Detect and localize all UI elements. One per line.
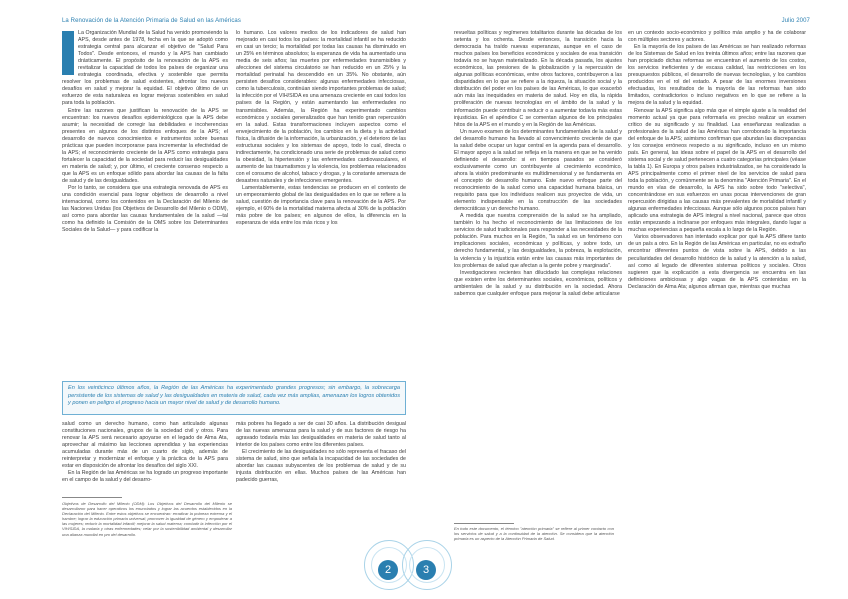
- left-column-1: [62, 30, 228, 376]
- paragraph: Un nuevo examen de los determinantes fundamentales de la salud y del desarrollo humano ha llevado al convencimiento creciente de que la salud debe ocupar un lugar central en la agenda para el desarrollo. El mayor apoyo a la salud se refleja en la manera en que se ha venido definiendo el desarrollo: si en tiempos pasados se consideró exclusivamente como un contribuyente al crecimiento económico, ahora la visión predominante es multidimensional y se fundamenta en el concepto de desarrollo humano. Este nuevo enfoque parte del reconocimiento de la salud como una capacidad humana básica, un requisito para que los individuos realicen sus proyectos de vida, un elemento indispensable en la construcción de las sociedades democráticas y un derecho humano.: [454, 128, 622, 213]
- pull-quote-callout: En los veinticinco últimos años, la Región de las Américas ha experimentado grandes progresos; sin embargo, la sobrecarga persistente de los sistemas de salud y las desigualdades en materia de salud, cada vez más amplias, amenazan los logros obtenidos y ponen en peligro el progreso hacia un mayor nivel de salud y de desarrollo humano.: [62, 381, 406, 415]
- paragraph: Investigaciones recientes han dilucidado las complejas relaciones que existen entre los determinantes sociales, económicos, políticos y ambientales de la salud y su distribución en la sociedad. Ahora sabemos que cualquier enfoque para mejorar la salud debe articularse: [454, 269, 622, 297]
- page-number: 3: [416, 560, 436, 580]
- page-number: 2: [378, 560, 398, 580]
- paragraph: revueltas políticas y regímenes totalitarios durante las décadas de los setenta y los ochenta. Desde entonces, la transición hacia la democracia ha traído nuevas esperanzas, aunque en el caso de muchos países los beneficios económicos y sociales de esa transición todavía no se hayan materializado. En la década pasada, los ajustes económicos, las presiones de la globalización y la repercusión de algunas políticas económicas, entre otros factores, contribuyeron a las disparidades en lo que se refiere a la riqueza, la situación social y la distribución del poder en los países de las Américas, lo que exacerbó aún más las inequidades en materia de salud. Hoy en día, la rápida proliferación de nuevas tecnologías en el ámbito de la salud y la información puede contribuir a reducir o a aumentar todavía más estas injusticias. En el apéndice C se comentan algunos de los principales hitos de la APS en el mundo y en la Región de las Américas.: [454, 30, 622, 128]
- running-header-title: La Renovación de la Atención Primaria de Salud en las Américas: [62, 18, 241, 24]
- paragraph: en un contexto socio-económico y político más amplio y ha de colaborar con múltiples sectores y actores.: [628, 30, 806, 44]
- footnote: Objetivos de Desarrollo del Milenio (ODM): Los Objetivos del Desarrollo del Milenio se desarrollaron para hacer operativos los enunciados y lograr las acuerdos establecidos en la Declaración del Milenio. Entre estos objetivos se encuentran: erradicar la pobreza extrema y el hambre; lograr la educación primaria universal; promover la igualdad de género y empoderar a las mujeres; reducir la mortalidad infantil; mejorar la salud materna; combatir la infección por el VIH/SIDA, la malaria y otras enfermedades; velar por la sostenibilidad ambiental y desarrollar una alianza mundial en pro del desarrollo.: [62, 501, 232, 537]
- right-column-1: [454, 30, 622, 522]
- paragraph: Varios observadores han intentado explicar por qué la APS difiere tanto de un país a otro. En la Región de las Américas en particular, no es extraño encontrar diferentes puntos de vista sobre la APS, debido a las peculiaridades del desarrollo histórico de la salud y la atención a la salud, así como al legado de diferentes sistemas políticos y sociales. Otros sugieren que la explicación a esta divergencia se encuentra en las definiciones ambiciosas y algo vagas de la APS contenidas en la Declaración de Alma Ata; algunos afirman que, mientras que muchas: [628, 234, 806, 290]
- left-column-2-bottom: [236, 421, 406, 493]
- paragraph: El crecimiento de las desigualdades no sólo representa el fracaso del sistema de salud, sino que señala la incapacidad de las sociedades de abordar las causas subyacentes de los problemas de salud y de su injusta distribución en ellas. Muchos países de las Américas han padecido guerras,: [236, 449, 406, 484]
- paragraph: Entre las razones que justifican la renovación de la APS se encuentran: los nuevos desafíos epidemiológicos que la APS debe asumir; la necesidad de corregir las debilidades e incoherencias presentes en algunos de los distintos enfoques de la APS; el desarrollo de nuevos conocimientos e instrumentos sobre buenas prácticas que pueden incorporarse para incrementar la efectividad de la APS; el reconocimiento creciente de la APS como estrategia para fortalecer la capacidad de la sociedad para reducir las desigualdades en materia de salud; y, por último, el creciente consenso respecto a que la APS es un enfoque sólido para abordar las causas de la falta de salud y de las desigualdades.: [62, 107, 228, 184]
- paragraph: Lamentablemente, estas tendencias se producen en el contexto de un empeoramiento global de las desigualdades en lo que se refiere a la salud, cuestión de importancia clave para la renovación de la APS. Por ejemplo, el 60% de la mortalidad materna afecta al 30% de la población más pobre de los países; en algunos de ellos, la diferencia en la esperanza de vida entre los más ricos y los: [236, 185, 406, 227]
- paragraph: En la mayoría de los países de las Américas se han realizado reformas de los Sistemas de Salud en los treinta últimos años; entre las razones que han propiciado dichas reformas se encuentran el aumento de los costos, los servicios ineficientes y de escasa calidad, las restricciones en los presupuestos públicos, el desarrollo de nuevas tecnologías, y los cambios producidos en el rol del estado. A pesar de las enormes inversiones efectuadas, los resultados de la mayoría de las reformas han sido limitados, contradictorios o incluso negativos en lo que se refiere a la mejora de la salud y la equidad.: [628, 44, 806, 107]
- paragraph: lo humano. Los valores medios de los indicadores de salud han mejorado en casi todos los países: la mortalidad infantil se ha reducido en casi un tercio; la mortalidad por todas las causas ha disminuido en un 25% en términos absolutos; la esperanza de vida ha aumentado una media de seis años; las muertes por enfermedades transmisibles y afecciones del sistema circulatorio se han reducido en un 25% y la mortalidad perinatal ha descendido en un 35%. No obstante, aún persisten desafíos considerables: algunas enfermedades infecciosas, como la tuberculosis, continúan siendo importantes problemas de salud; la infección por el VIH/SIDA es una amenaza creciente en casi todos los países de la Región, y están aumentando las enfermedades no transmisibles. Además, la Región ha experimentado cambios económicos y sociales generalizados que han tenido gran repercusión en la salud. Estas transformaciones incluyen aspectos como el envejecimiento de la población, los cambios en la dieta y la actividad física, la difusión de la información, la urbanización, y el deterioro de las estructuras sociales y los sistemas de apoyo, todo lo cual, directa o indirectamente, ha condicionado una serie de problemas de salud como la obesidad, la hipertensión y las enfermedades cardiovasculares, el aumento de las traumatismos y la violencia, los problemas relacionados con el consumo de alcohol, tabaco y drogas, y la constante amenaza de desastres naturales y de infecciones emergentes.: [236, 30, 406, 184]
- right-column-2: [628, 30, 806, 550]
- paragraph: En la Región de las Américas se ha logrado un progreso importante en el campo de la salud y del desarro-: [62, 470, 228, 484]
- footnote: En todo este documento, el término "atención primaria" se refiere al primer contacto con los servicios de salud y a la continuidad de la atención. Se considera que la atención primaria es un aspecto de la Atención Primaria de Salud.: [454, 526, 614, 542]
- right-page: [424, 0, 848, 599]
- left-column-2: [236, 30, 406, 376]
- paragraph: más pobres ha llegado a ser de casi 30 años. La distribución desigual de las nuevas amenazas para la salud y de sus factores de riesgo ha agravado todavía más las desigualdades en materia de salud tanto al interior de los países como entre los diferentes países.: [236, 421, 406, 449]
- paragraph: La Organización Mundial de la Salud ha venido promoviendo la APS, desde antes de 1978, fecha en la que se adoptó como estrategia central para alcanzar el objetivo de "Salud Para Todos". Desde entonces, el mundo y la APS han cambiado drásticamente. El propósito de la renovación de la APS es revitalizar la capacidad de todos los países de organizar una estrategia coordinada, efectiva y sostenible que permita resolver los problemas de salud existentes, afrontar los nuevos desafíos en salud y mejorar la equidad. El objetivo último de un esfuerzo de esta naturaleza es lograr mejoras sostenibles en salud para toda la población.: [62, 30, 228, 107]
- paragraph: salud como un derecho humano, como han articulado algunas constituciones nacionales, grupos de la sociedad civil y otros. Para renovar la APS será necesario apoyarse en el legado de Alma Ata, aprovechar al máximo las lecciones aprendidas y las experiencias acumuladas durante más de un cuarto de siglo, además de reinterpretar y modernizar el enfoque y la práctica de la APS para estar en disposición de afrontar los desafíos del siglo XXI.: [62, 421, 228, 470]
- running-header-date: Julio 2007: [781, 18, 810, 24]
- paragraph: Por lo tanto, se considera que una estrategia renovada de APS es una condición esencial para lograr objetivos de desarrollo a nivel internacional, como los contenidos en la Declaración del Milenio de las Naciones Unidas (los Objetivos de Desarrollo del Milenio o ODM), así como para abordar las causas fundamentales de la salud —tal como ha definido la Comisión de la OMS sobre los Determinantes Sociales de la Salud— y para codificar la: [62, 185, 228, 234]
- dropcap-bar: [62, 31, 74, 75]
- footnote-rule: [454, 523, 514, 524]
- paragraph: Renovar la APS significa algo más que el simple ajuste a la realidad del momento actual ya que para reformarla es preciso realizar un examen crítico de su significado y su finalidad. Las enseñanzas realizadas a profesionales de la salud de las Américas han corroborado la importancia del enfoque de la APS; asimismo confirman que abundan las discrepancias y los consejos erróneos respecto a su significado, incluso en un mismo país. En general, las ideas sobre el papel de la APS en el desarrollo del sistema social y de salud pertenecen a cuatro categorías principales (véase la tabla 1). En Europa y otros países industrializados, se ha considerado la APS principalmente como el primer nivel de los servicios de salud para toda la población, y comúnmente se la denomina "Atención Primaria". En el mundo en vías de desarrollo, la APS ha sido sobre todo "selectiva", concentrándose en sus esfuerzos en unas pocas intervenciones de gran repercusión dirigidas a las causas más prevalentes de mortalidad infantil y algunas enfermedades infecciosas. Aunque sólo algunos pocos países han aplicado una estrategia de APS integral a nivel nacional, parece que otros están empezando a inclinarse por enfoques más integrales, dando lugar a muchas experiencias a pequeña escala a lo largo de la Región.: [628, 107, 806, 234]
- footnote-rule: [62, 497, 122, 498]
- left-column-1-bottom: [62, 421, 228, 493]
- paragraph: A medida que nuestra comprensión de la salud se ha ampliado, también lo ha hecho el reconocimiento de las limitaciones de los servicios de salud tradicionales para responder a las necesidades de la población. Para muchos en la Región, "la salud es un fenómeno con implicaciones sociales, económicas y políticas, y sobre todo, un derecho fundamental, y las desigualdades, la pobreza, la explotación, la violencia y la injusticia están entre las causas más importantes de los problemas de salud que afectan a la gente pobre y marginada".: [454, 213, 622, 269]
